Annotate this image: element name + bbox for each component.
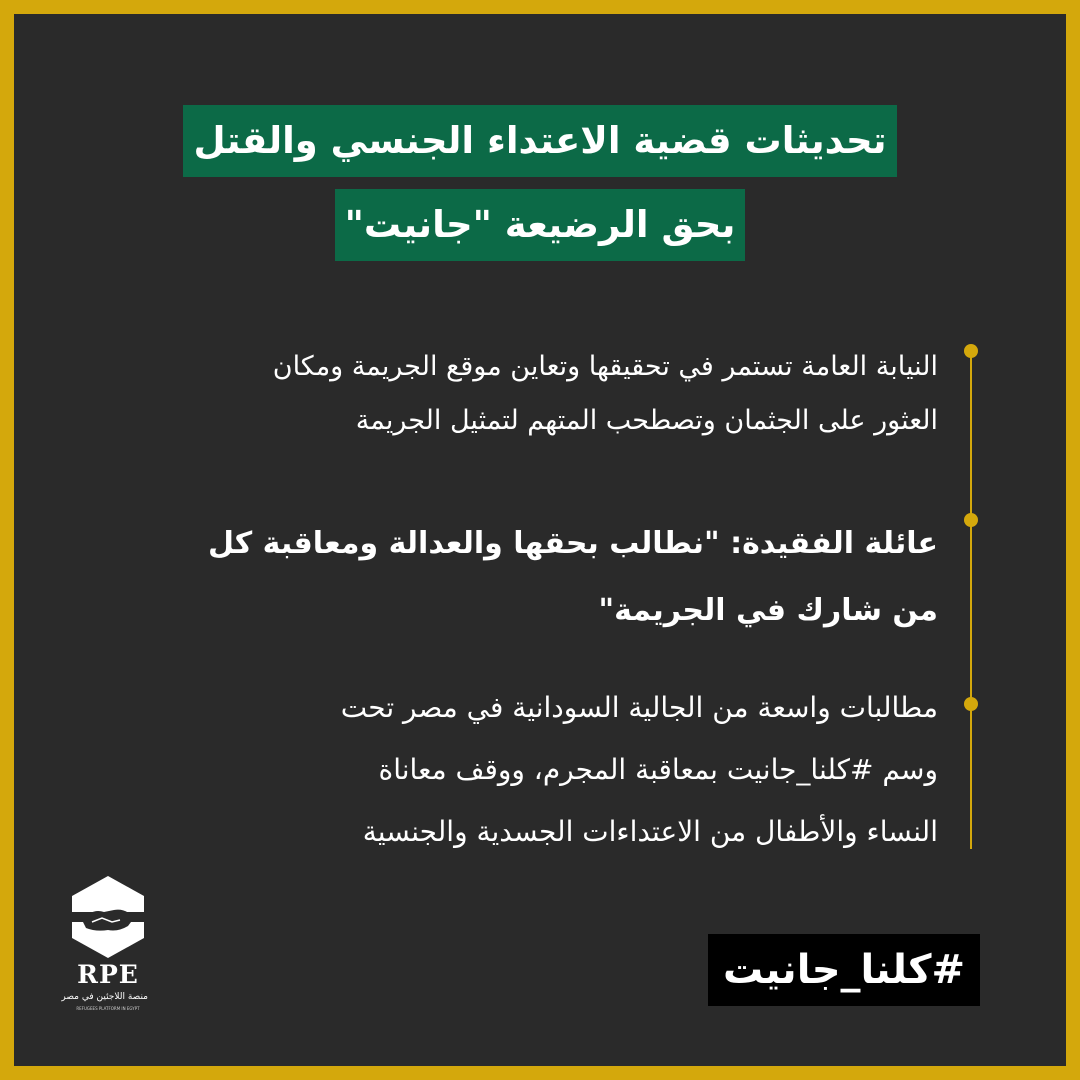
timeline-rule (970, 347, 972, 849)
bullet-text-line: من شارك في الجريمة" (598, 593, 938, 628)
rpe-logo (61, 874, 148, 1024)
bullet-text-line: النساء والأطفال من الاعتداءات الجسدية والجنسية (362, 815, 938, 848)
logo-tagline: REFUGEES PLATFORM IN EGYPT (76, 1006, 140, 1011)
bullet-dot-icon (964, 344, 978, 358)
headline (14, 105, 1066, 261)
bullet-text-line: وسم #كلنا_جانيت بمعاقبة المجرم، ووقف معاناة (378, 753, 938, 786)
logo-wordmark: RPE (77, 960, 139, 989)
bullet-dot-icon (964, 697, 978, 711)
hashtag-badge: #كلنا_جانيت (708, 934, 980, 1006)
headline-line-2: بحق الرضيعة "جانيت" (335, 189, 746, 261)
bullet-item-prosecution (118, 340, 938, 448)
bullet-text-line: عائلة الفقيدة: "نطالب بحقها والعدالة ومعاقبة كل (207, 526, 938, 561)
headline-line-1: تحديثات قضية الاعتداء الجنسي والقتل (183, 105, 896, 177)
poster-panel (14, 14, 1066, 1066)
bullet-text-line: النيابة العامة تستمر في تحقيقها وتعاين موقع الجريمة ومكان (272, 351, 938, 382)
bullet-item-family (118, 510, 938, 644)
logo-subtitle: منصة اللاجئين في مصر (61, 992, 148, 1002)
bullet-text-line: مطالبات واسعة من الجالية السودانية في مصر تحت (340, 691, 938, 724)
bullet-item-community (118, 677, 938, 863)
bullet-text-line: العثور على الجثمان وتصطحب المتهم لتمثيل الجريمة (355, 405, 938, 436)
handshake-hexagon-icon (68, 874, 148, 960)
bullet-dot-icon (964, 513, 978, 527)
